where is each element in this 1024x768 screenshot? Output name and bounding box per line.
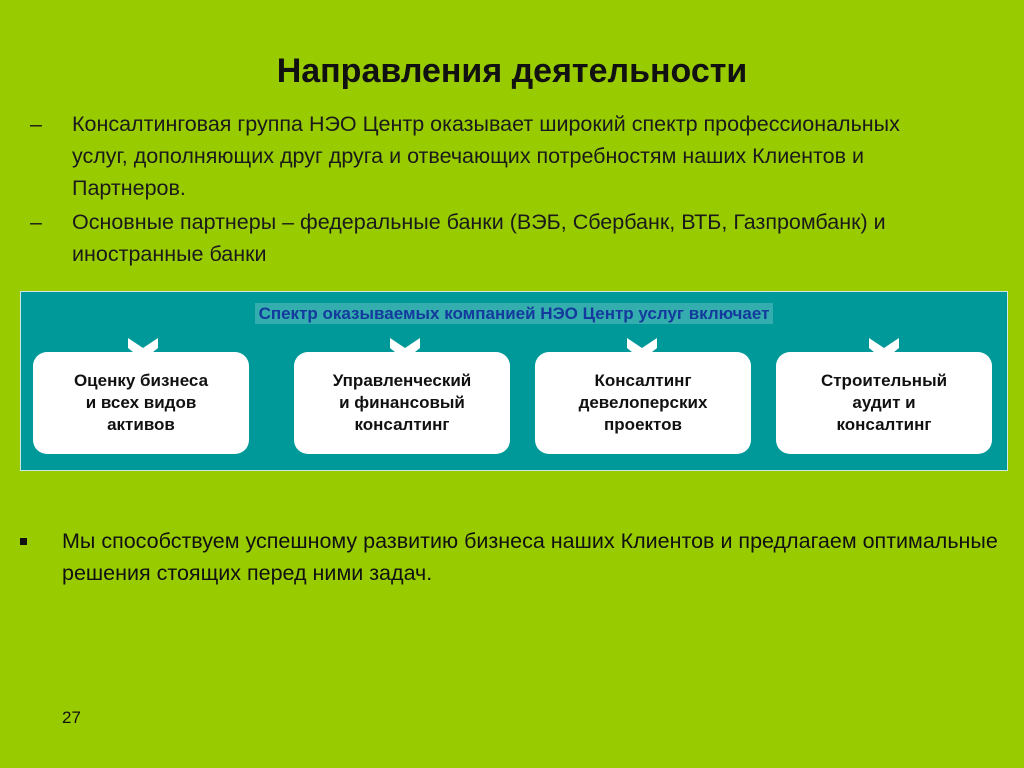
page-number: 27 bbox=[62, 708, 81, 727]
bullet-item bbox=[30, 108, 930, 204]
slide-title: Направления деятельности bbox=[276, 52, 748, 90]
bullet-text: Основные партнеры – федеральные банки (ВЭБ, Сбербанк, ВТБ, Газпромбанк) и иностранные банки bbox=[72, 210, 886, 266]
service-card-construction-audit bbox=[776, 352, 992, 454]
dash-marker: – bbox=[30, 112, 42, 136]
service-card-label: Строительный аудит и консалтинг bbox=[820, 371, 948, 434]
service-card-management-consulting bbox=[294, 352, 510, 454]
bullet-list bbox=[30, 108, 930, 272]
services-panel bbox=[20, 291, 1008, 471]
services-heading-text: Спектр оказываемых компанией НЭО Центр услуг включает bbox=[255, 303, 774, 324]
service-card-development-consulting bbox=[535, 352, 751, 454]
square-bullet-icon bbox=[20, 538, 27, 545]
dash-marker: – bbox=[30, 210, 42, 234]
bullet-text: Консалтинговая группа НЭО Центр оказывает широкий спектр профессиональных услуг, дополняющих друг друга и отвечающих потребностям наших Клиентов и Партнеров. bbox=[72, 112, 900, 200]
services-heading bbox=[21, 304, 1007, 324]
service-card-label: Консалтинг девелоперских проектов bbox=[578, 371, 708, 434]
service-card-label: Управленческий и финансовый консалтинг bbox=[332, 371, 472, 434]
bullet-item bbox=[30, 206, 930, 270]
service-card-valuation bbox=[33, 352, 249, 454]
bottom-bullet-text: Мы способствуем успешному развитию бизнеса наших Клиентов и предлагаем оптимальные решения стоящих перед ними задач. bbox=[62, 529, 998, 585]
service-card-label: Оценку бизнеса и всех видов активов bbox=[73, 371, 209, 434]
bottom-bullet bbox=[20, 525, 1010, 589]
